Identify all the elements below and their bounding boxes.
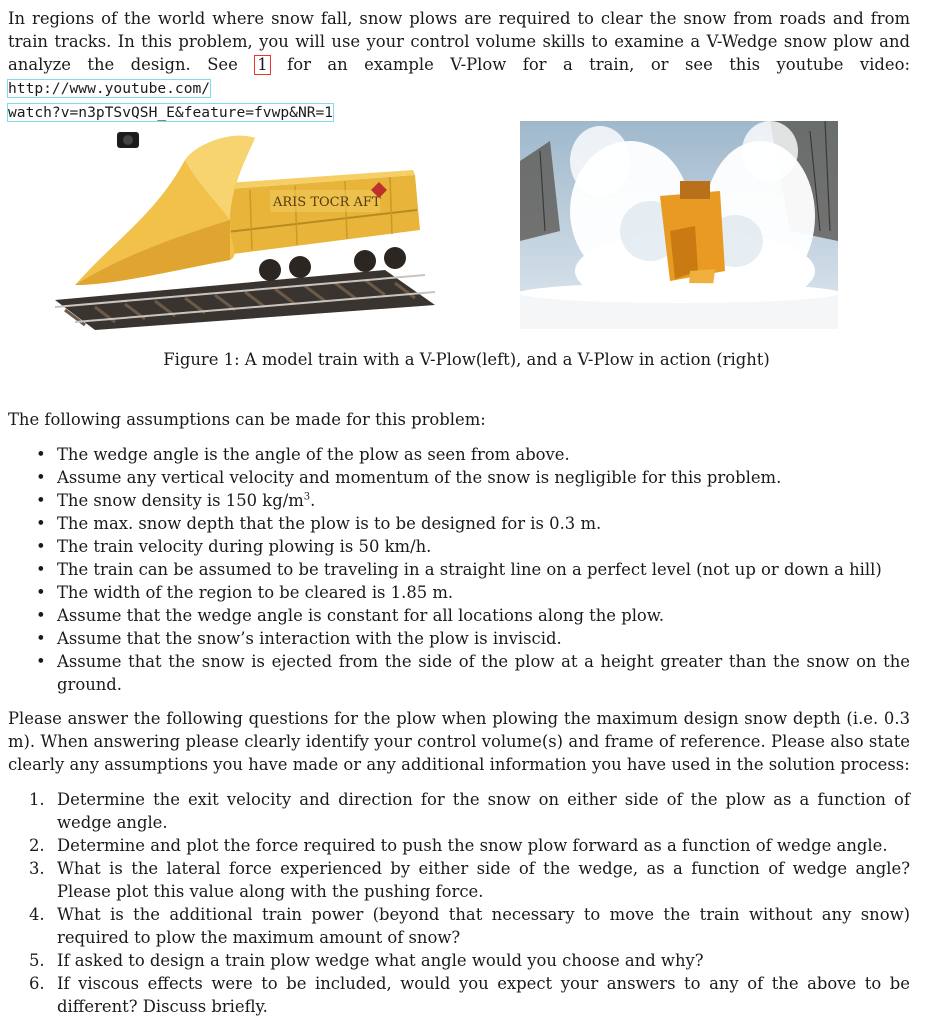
bullet-icon: • <box>36 583 46 602</box>
question-item: 3. What is the lateral force experienced by either side of the wedge, as a function of wedge angle? Please plot this value along with the pushing force. <box>29 859 910 901</box>
bullet-icon: • <box>36 537 46 556</box>
youtube-link-part1[interactable]: http://www.youtube.com/ <box>8 80 211 97</box>
bullet-icon: • <box>36 514 46 533</box>
list-item: • The train can be assumed to be traveling in a straight line on a perfect level (not up or down a hill) <box>36 560 882 579</box>
bullet-icon: • <box>36 491 46 510</box>
questions-list <box>29 788 910 1018</box>
list-item: • The width of the region to be cleared is 1.85 m. <box>36 583 454 602</box>
list-item: • Assume that the snow’s interaction with the plow is inviscid. <box>36 629 562 648</box>
question-item: 4. What is the additional train power (beyond that necessary to move the train without any snow) required to plow the maximum amount of snow? <box>29 905 910 947</box>
list-item: • The max. snow depth that the plow is to be designed for is 0.3 m. <box>36 514 602 533</box>
model-train-image <box>55 120 435 330</box>
assumptions-list <box>36 443 910 696</box>
list-item: • The snow density is 150 $kg/m^3$. <box>36 491 316 510</box>
bullet-icon: • <box>36 652 46 671</box>
car-lettering: ARIS TOCR AFT <box>273 195 381 210</box>
list-item: • Assume that the snow is ejected from the side of the plow at a height greater than the snow on the ground. <box>36 652 910 694</box>
bullet-icon: • <box>36 629 46 648</box>
plow-in-action-image <box>520 121 838 329</box>
bullet-icon: • <box>36 606 46 625</box>
bullet-icon: • <box>36 468 46 487</box>
bullet-icon: • <box>36 560 46 579</box>
bullet-icon: • <box>36 445 46 464</box>
question-item: 2. Determine and plot the force required to push the snow plow forward as a function of wedge angle. <box>29 836 888 855</box>
question-item: 1. Determine the exit velocity and direction for the snow on either side of the plow as a function of wedge angle. <box>29 790 910 832</box>
question-item: 6. If viscous effects were to be included, would you expect your answers to any of the above to be different? Discuss briefly. <box>29 974 910 1016</box>
intro-text-continued: for an example V-Plow for a train, or see this youtube video: <box>270 55 910 74</box>
questions-intro: Please answer the following questions for the plow when plowing the maximum design snow depth (i.e. 0.3 m). When answering please clearly identify your control volume(s) and frame of reference. Please also state clearly any assumptions you have made or any additional information you have used in the solution process: <box>8 709 910 774</box>
intro-paragraph <box>8 7 910 124</box>
figure-caption: Figure 1: A model train with a V-Plow(left), and a V-Plow in action (right) <box>163 350 770 369</box>
list-item: • The train velocity during plowing is 50 km/h. <box>36 537 432 556</box>
assumptions-heading: The following assumptions can be made for this problem: <box>8 410 486 429</box>
question-item: 5. If asked to design a train plow wedge what angle would you choose and why? <box>29 951 704 970</box>
figure-reference-link[interactable]: 1 <box>254 55 270 75</box>
intro-text: In regions of the world where snow fall, snow plows are required to clear the snow from roads and from train tracks. In this problem, you will use your control volume skills to examine a V-Wedge snow plow and analyze the design. See <box>8 9 910 74</box>
list-item: • Assume any vertical velocity and momentum of the snow is negligible for this problem. <box>36 468 782 487</box>
list-item: • The wedge angle is the angle of the plow as seen from above. <box>36 445 570 464</box>
list-item: • Assume that the wedge angle is constant for all locations along the plow. <box>36 606 665 625</box>
youtube-link-part2[interactable]: watch?v=n3pTSvQSH_E&feature=fvwp&NR=1 <box>8 104 334 121</box>
